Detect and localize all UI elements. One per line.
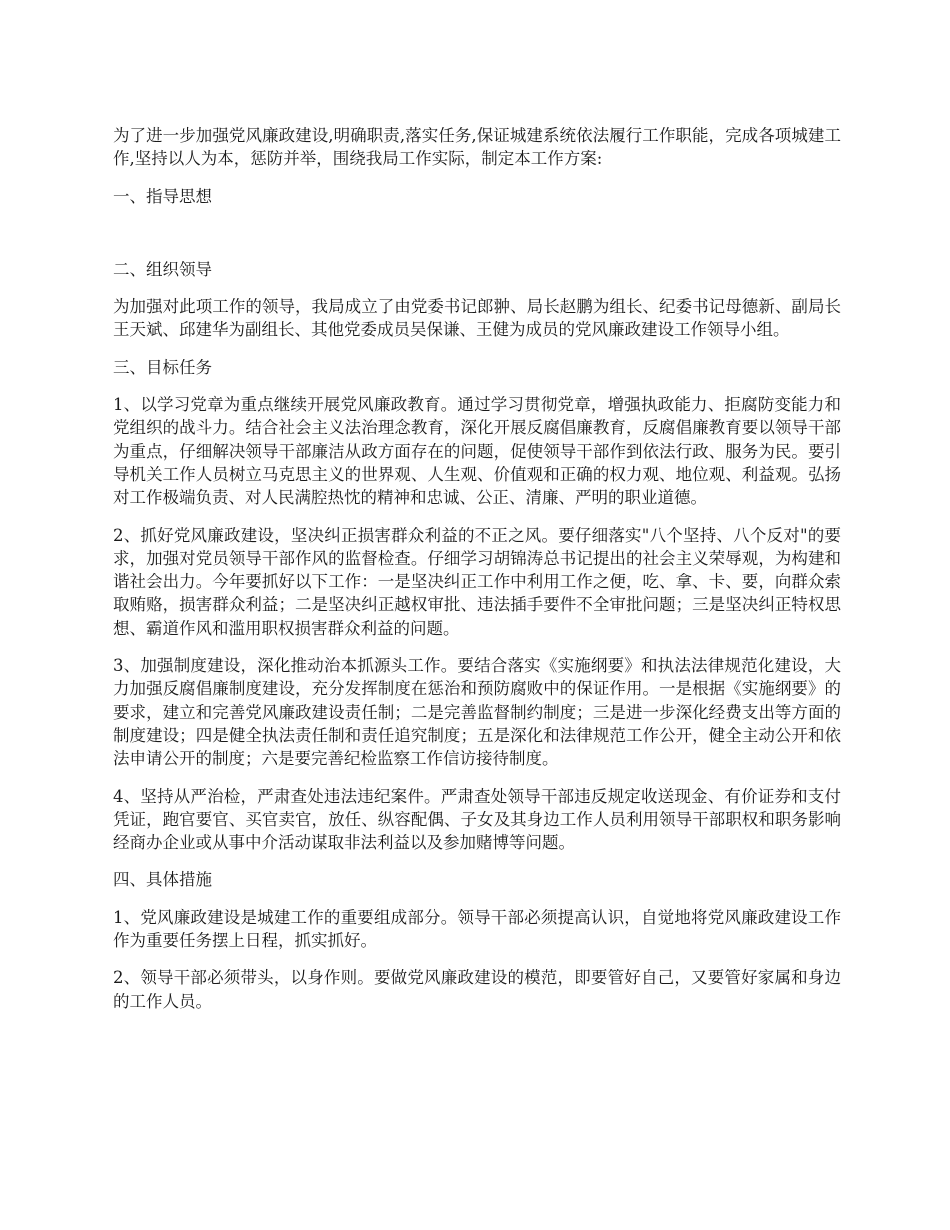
goals-paragraph-4: 4、坚持从严治检，严肃查处违法违纪案件。严肃查处领导干部违反规定收送现金、有价证券和支付凭证，跑官要官、买官卖官，放任、纵容配偶、子女及其身边工作人员利用领导干部职权和职务影响经商办企业或从事中介活动谋取非法利益以及参加赌博等问题。 <box>113 786 841 853</box>
measures-paragraph-2: 2、领导干部必须带头，以身作则。要做党风廉政建设的模范，即要管好自己，又要管好家属和身边的工作人员。 <box>113 968 841 1011</box>
goals-paragraph-3: 3、加强制度建设，深化推动治本抓源头工作。要结合落实《实施纲要》和执法法律规范化建设，大力加强反腐倡廉制度建设，充分发挥制度在惩治和预防腐败中的保证作用。一是根据《实施纲要》的要求，建立和完善党风廉政建设责任制；二是完善监督制约制度；三是进一步深化经费支出等方面的制度建设；四是健全执法责任制和责任追究制度；五是深化和法律规范工作公开，健全主动公开和依法申请公开的制度；六是要完善纪检监察工作信访接待制度。 <box>113 656 841 769</box>
section-heading-measures: 四、具体措施 <box>113 870 212 890</box>
section-heading-guiding-thought: 一、指导思想 <box>113 186 212 206</box>
intro-paragraph: 为了进一步加强党风廉政建设,明确职责,落实任务,保证城建系统依法履行工作职能，完成各项城建工作,坚持以人为本，惩防并举，围绕我局工作实际，制定本工作方案: <box>113 126 841 169</box>
measures-paragraph-1: 1、党风廉政建设是城建工作的重要组成部分。领导干部必须提高认识，自觉地将党风廉政建设工作作为重要任务摆上日程，抓实抓好。 <box>113 907 841 951</box>
goals-paragraph-2: 2、抓好党风廉政建设，坚决纠正损害群众利益的不正之风。要仔细落实"八个坚持、八个反对"的要求，加强对党员领导干部作风的监督检查。仔细学习胡锦涛总书记提出的社会主义荣辱观，为构建和谐社会出力。今年要抓好以下工作：一是坚决纠正工作中利用工作之便，吃、拿、卡、要，向群众索取贿赂，损害群众利益；二是坚决纠正越权审批、违法插手要件不全审批问题；三是坚决纠正特权思想、霸道作风和滥用职权损害群众利益的问题。 <box>113 525 841 638</box>
section-heading-organization: 二、组织领导 <box>113 259 212 279</box>
blank-space <box>113 222 841 258</box>
section-heading-goals: 三、目标任务 <box>113 357 212 377</box>
document-body <box>113 124 841 1027</box>
goals-paragraph-1: 1、以学习党章为重点继续开展党风廉政教育。通过学习贯彻党章，增强执政能力、拒腐防变能力和党组织的战斗力。结合社会主义法治理念教育，深化开展反腐倡廉教育，反腐倡廉教育要以领导干部为重点，仔细解决领导干部廉洁从政方面存在的问题，促使领导干部作到依法行政、服务为民。要引导机关工作人员树立马克思主义的世界观、人生观、价值观和正确的权力观、地位观、利益观。弘扬对工作极端负责、对人民满腔热忱的精神和忠诚、公正、清廉、严明的职业道德。 <box>113 395 841 508</box>
organization-paragraph: 为加强对此项工作的领导，我局成立了由党委书记郎翀、局长赵鹏为组长、纪委书记母德新、副局长王天斌、邱建华为副组长、其他党委成员吴保谦、王健为成员的党风廉政建设工作领导小组。 <box>113 297 841 340</box>
